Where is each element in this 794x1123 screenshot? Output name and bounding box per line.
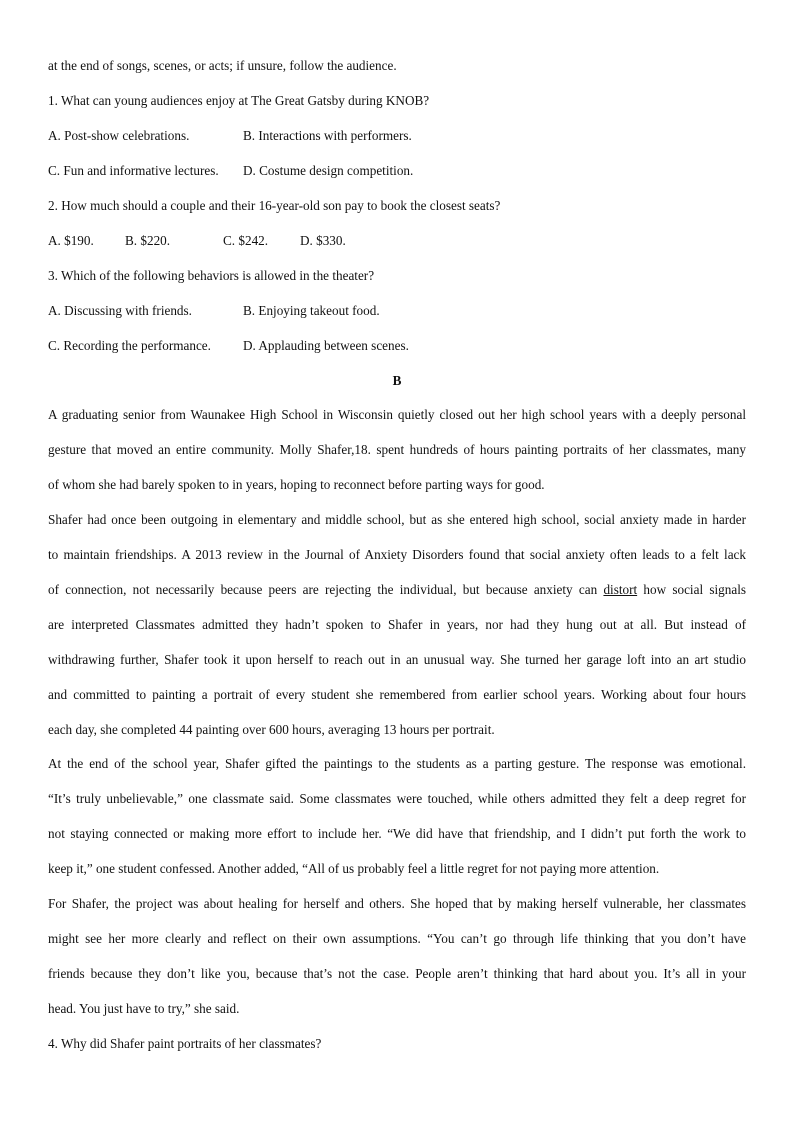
q1-option-c: C. Fun and informative lectures. bbox=[48, 163, 219, 178]
passage-p2-line-6: and committed to painting a portrait of every student she remembered from earlier school years. Working about four hours bbox=[48, 687, 746, 702]
passage-p3-line-3: not staying connected or making more effort to include her. “We did have that friendship, and I didn’t put forth the work to bbox=[48, 826, 746, 841]
q2-option-c: C. $242. bbox=[223, 233, 269, 248]
passage-p2-line-7: each day, she completed 44 painting over 600 hours, averaging 13 hours per portrait. bbox=[48, 722, 495, 737]
question-4-stem: 4. Why did Shafer paint portraits of her classmates? bbox=[48, 1036, 322, 1051]
passage-p3-line-1: At the end of the school year, Shafer gifted the paintings to the students as a parting gesture. The response was emotional. bbox=[48, 756, 746, 771]
passage-p4-line-2: might see her more clearly and reflect on their own assumptions. “You can’t go through life thinking that you don’t have bbox=[48, 931, 746, 946]
q1-option-d: D. Costume design competition. bbox=[243, 163, 414, 178]
passage-p2-line-2: to maintain friendships. A 2013 review in the Journal of Anxiety Disorders found that social anxiety often leads to a felt lack bbox=[48, 547, 746, 562]
question-2-stem: 2. How much should a couple and their 16-year-old son pay to book the closest seats? bbox=[48, 198, 501, 213]
passage-p2-line-3 bbox=[48, 582, 746, 598]
passage-p4-line-1: For Shafer, the project was about healing for herself and others. She hoped that by making herself vulnerable, her classmates bbox=[48, 896, 746, 911]
passage-p1-line-2: gesture that moved an entire community. Molly Shafer,18. spent hundreds of hours painting portraits of her classmates, many bbox=[48, 442, 746, 457]
q2-option-d: D. $330. bbox=[300, 233, 346, 248]
question-1-stem: 1. What can young audiences enjoy at The Great Gatsby during KNOB? bbox=[48, 93, 430, 108]
passage-p4-line-3: friends because they don’t like you, because that’s not the case. People aren’t thinking that hard about you. It’s all in your bbox=[48, 966, 746, 981]
passage-p2-line-1: Shafer had once been outgoing in elementary and middle school, but as she entered high school, social anxiety made in harder bbox=[48, 512, 746, 527]
passage-p4-line-4: head. You just have to try,” she said. bbox=[48, 1001, 240, 1016]
passage-p1-line-3: of whom she had barely spoken to in years, hoping to reconnect before parting ways for good. bbox=[48, 477, 545, 492]
passage-p3-line-4: keep it,” one student confessed. Another added, “All of us probably feel a little regret for not paying more attention. bbox=[48, 861, 660, 876]
q2-option-a: A. $190. bbox=[48, 233, 94, 248]
passage-p3-line-2: “It’s truly unbelievable,” one classmate said. Some classmates were touched, while others admitted they felt a deep regret for bbox=[48, 791, 746, 806]
passage-p2-line-5: withdrawing further, Shafer took it upon herself to reach out in an unusual way. She turned her garage loft into an art studio bbox=[48, 652, 746, 667]
underlined-word-distort: distort bbox=[603, 582, 638, 597]
q3-option-d: D. Applauding between scenes. bbox=[243, 338, 409, 353]
question-3-stem: 3. Which of the following behaviors is allowed in the theater? bbox=[48, 268, 375, 283]
passage-p1-line-1: A graduating senior from Waunakee High School in Wisconsin quietly closed out her high school years with a deeply personal bbox=[48, 407, 746, 422]
q3-option-b: B. Enjoying takeout food. bbox=[243, 303, 380, 318]
intro-tail-text: at the end of songs, scenes, or acts; if unsure, follow the audience. bbox=[48, 58, 397, 73]
q2-option-b: B. $220. bbox=[125, 233, 171, 248]
q3-option-c: C. Recording the performance. bbox=[48, 338, 211, 353]
passage-p2-line-4: are interpreted Classmates admitted they hadn’t spoken to Shafer in years, nor had they hung out at all. But instead of bbox=[48, 617, 746, 632]
section-heading-b: B bbox=[392, 373, 402, 388]
passage-p2-line-3-start: of connection, not necessarily because peers are rejecting the individual, but because anxiety can bbox=[48, 582, 604, 597]
passage-p2-line-3-end: how social signals bbox=[637, 582, 746, 597]
q3-option-a: A. Discussing with friends. bbox=[48, 303, 192, 318]
q1-option-a: A. Post-show celebrations. bbox=[48, 128, 190, 143]
q1-option-b: B. Interactions with performers. bbox=[243, 128, 412, 143]
